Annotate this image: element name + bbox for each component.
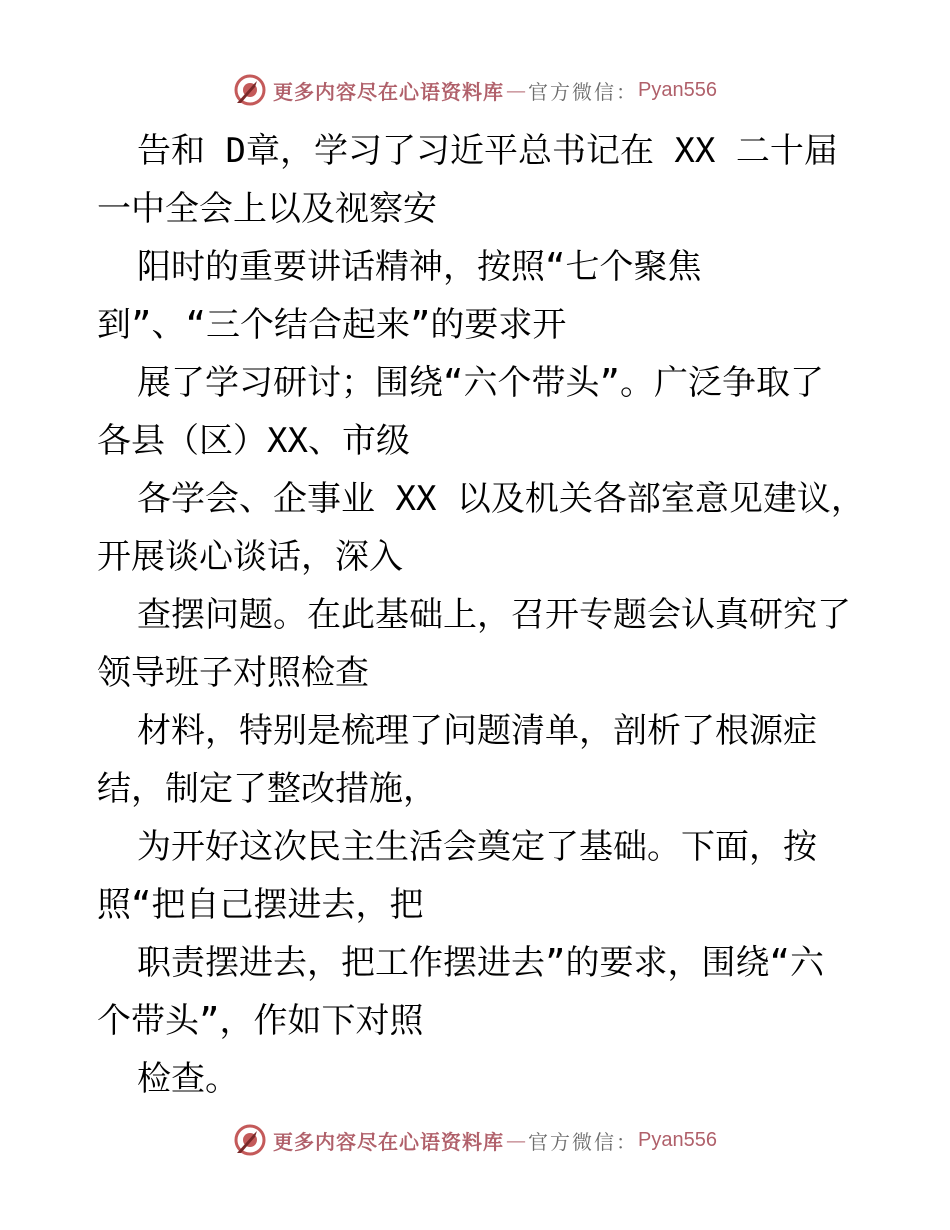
banner-wechat-label: 官方微信： (528, 1129, 639, 1154)
text-line: 材料，特别是梳理了问题清单，剖析了根源症 (137, 711, 817, 751)
banner-wechat-id: Pyan556 (638, 78, 717, 101)
banner-wechat-id: Pyan556 (638, 1128, 717, 1151)
banner-separator: — (506, 78, 527, 102)
footer-banner (0, 1120, 950, 1160)
text-line: 告和 D章，学习了习近平总书记在 XX 二十届 (137, 131, 838, 171)
text-line: 一中全会上以及视察安 (97, 189, 437, 229)
quill-logo-icon (233, 1123, 267, 1157)
document-body (97, 122, 877, 1108)
text-line: 展了学习研讨；围绕“六个带头”。广泛争取了 (137, 363, 824, 403)
text-line: 各学会、企事业 XX 以及机关各部室意见建议， (137, 479, 865, 519)
text-line: 阳时的重要讲话精神，按照“七个聚焦 (137, 247, 702, 287)
text-line: 结，制定了整改措施， (97, 769, 437, 809)
text-line: 各县（区）XX、市级 (97, 421, 410, 461)
text-line: 查摆问题。在此基础上，召开专题会认真研究了 (137, 595, 851, 635)
banner-text: 更多内容尽在心语资料库 (273, 79, 505, 104)
banner-wechat-label: 官方微信： (528, 79, 639, 104)
quill-logo-icon (233, 73, 267, 107)
text-line: 到”、“三个结合起来”的要求开 (97, 305, 567, 345)
text-line: 领导班子对照检查 (97, 653, 369, 693)
text-line: 个带头”，作如下对照 (97, 1001, 424, 1041)
banner-text: 更多内容尽在心语资料库 (273, 1129, 505, 1154)
text-line: 职责摆进去，把工作摆进去”的要求，围绕“六 (137, 943, 824, 983)
text-line: 检查。 (137, 1059, 239, 1099)
text-line: 照“把自己摆进去，把 (97, 885, 424, 925)
text-line: 为开好这次民主生活会奠定了基础。下面，按 (137, 827, 817, 867)
text-line: 开展谈心谈话，深入 (97, 537, 403, 577)
banner-separator: — (506, 1128, 527, 1152)
header-banner (0, 70, 950, 110)
